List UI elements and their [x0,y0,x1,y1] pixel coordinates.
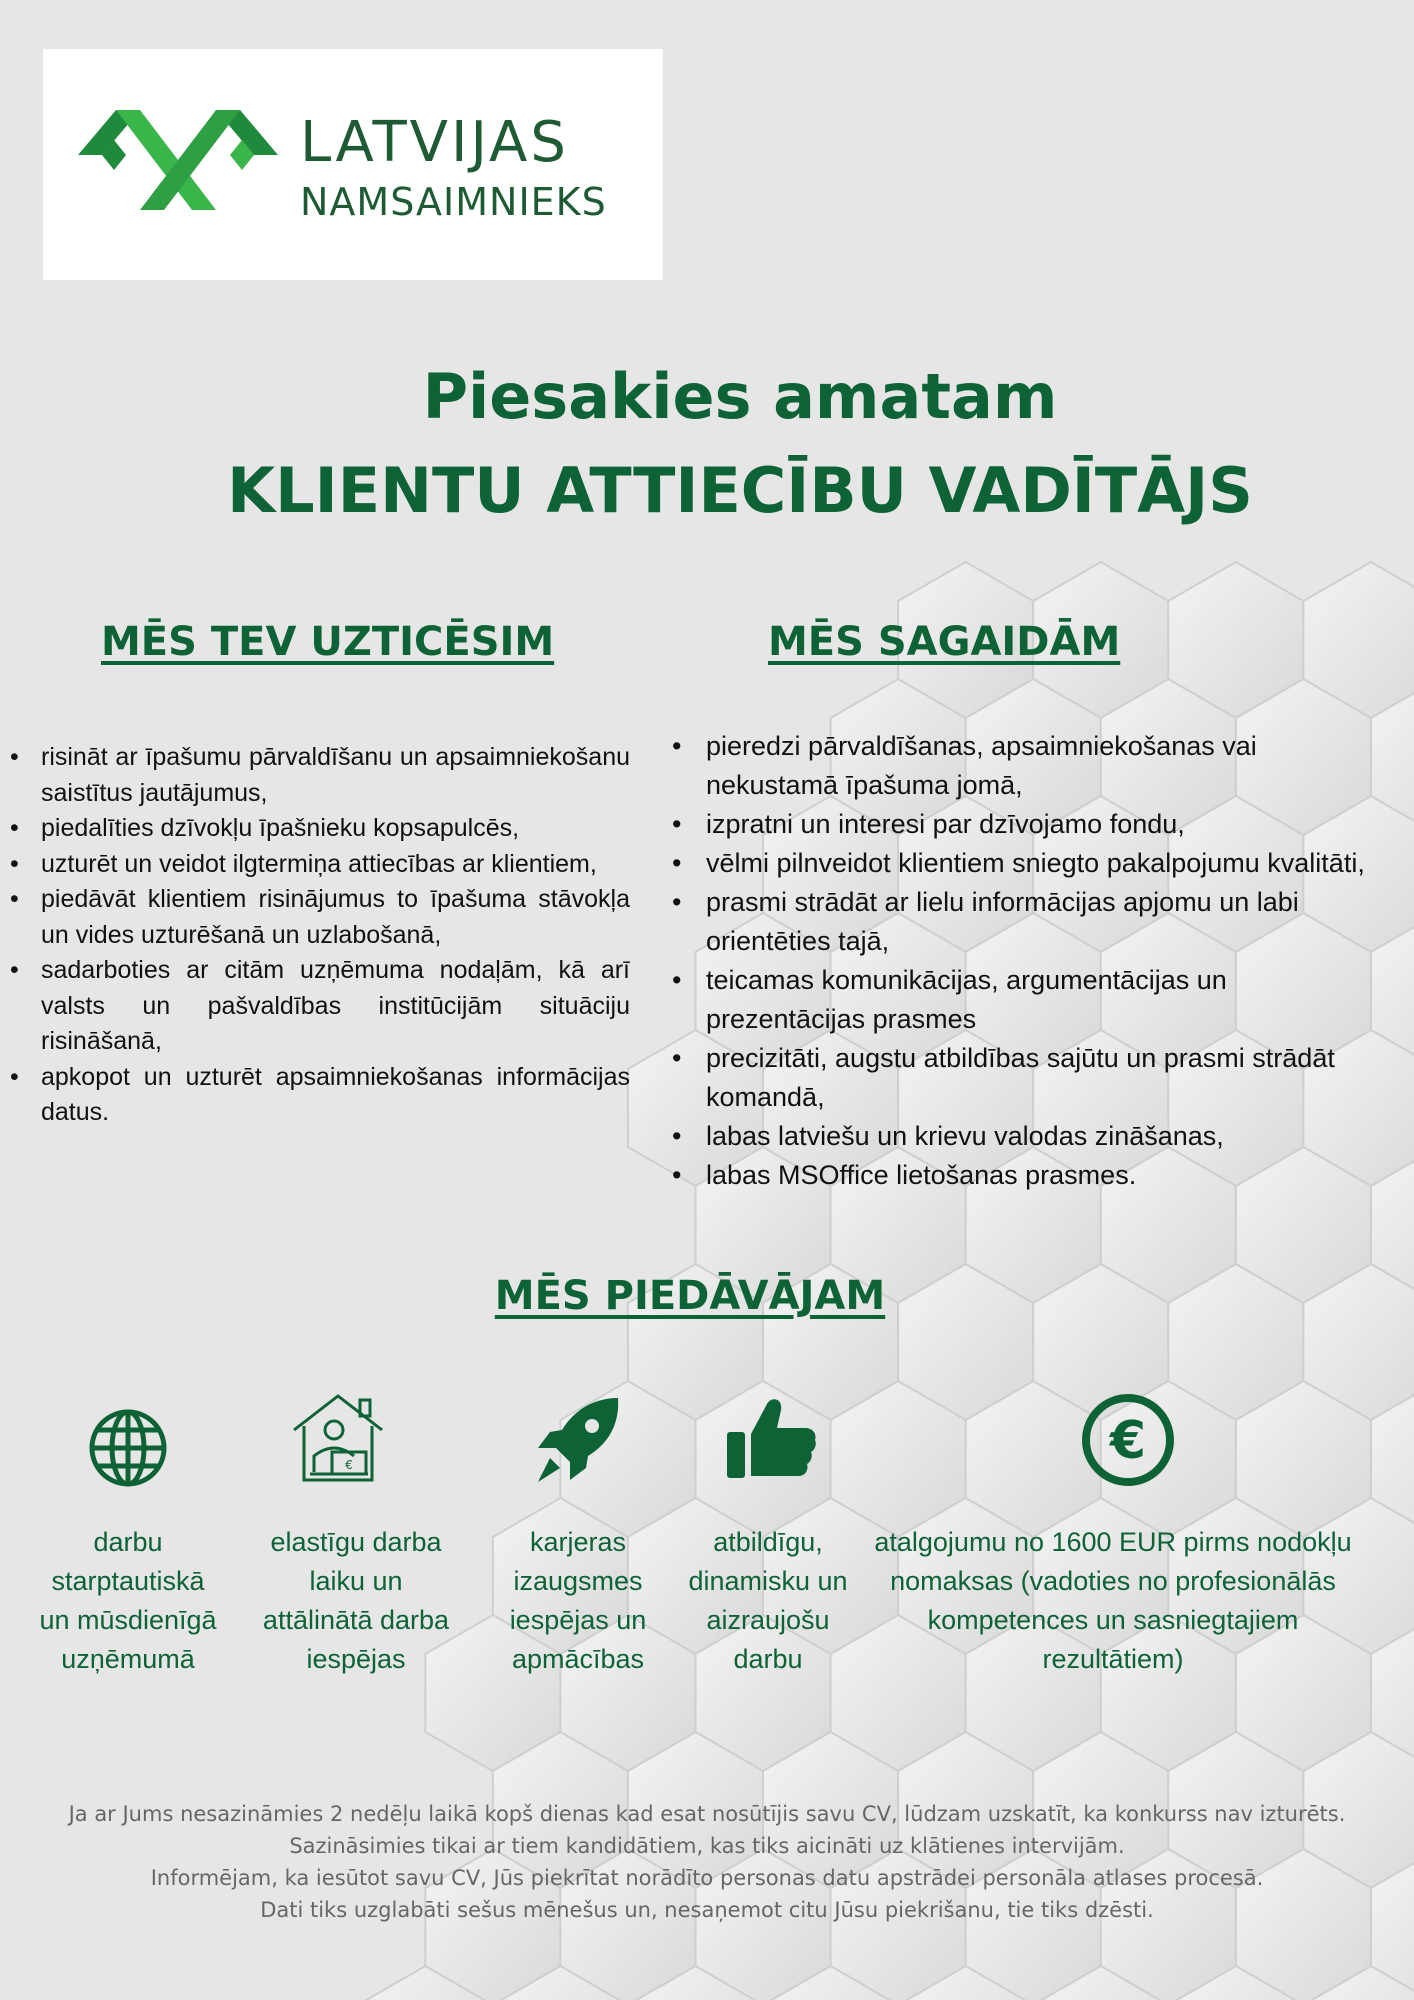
footer-line: Sazināsimies tikai ar tiem kandidātiem, kas tiks aicināti uz klātienes intervijām. [289,1834,1125,1858]
offer-line: atbildīgu, [713,1527,823,1557]
footer-line: Dati tiks uzglabāti sešus mēnešus un, nesaņemot citu Jūsu piekrišanu, tie tiks dzēsti. [260,1898,1154,1922]
footer-notice [30,1798,1384,1926]
footer-line: Informējam, ka iesūtot savu CV, Jūs piekrītat norādīto personas datu apstrādei personāla atlases procesā. [150,1866,1264,1890]
list-item: • vēlmi pilnveidot klientiem sniegto pakalpojumu kvalitāti, [672,844,1392,883]
list-item: • sadarboties ar citām uzņēmuma nodaļām, kā arī valsts un pašvaldības institūcijām situāciju risināšanā, [10,953,630,1060]
list-item: • teicamas komunikācijas, argumentācijas un prezentācijas prasmes [672,961,1392,1039]
logo-wordmark-primary: LATVIJAS [300,110,569,175]
list-item: • piedalīties dzīvokļu īpašnieku kopsapulcēs, [10,811,630,847]
offer-line: darbu [93,1527,163,1557]
offer-line: uzņēmumā [61,1644,195,1674]
offer-text-career [478,1523,678,1679]
offer-line: atalgojumu no 1600 EUR pirms nodokļu [874,1527,1352,1557]
home-office-icon [290,1390,386,1486]
list-item: • piedāvāt klientiem risinājumus to īpašuma stāvokļa un vides uzturēšanā un uzlabošanā, [10,882,630,953]
logo-mark-icon [78,100,278,220]
list-item: • precizitāti, augstu atbildības sajūtu un prasmi strādāt komandā, [672,1039,1392,1117]
offer-line: aizraujošu [706,1605,830,1635]
list-item: • uzturēt un veidot ilgtermiņa attiecības ar klientiem, [10,847,630,883]
list-item: • risināt ar īpašumu pārvaldīšanu un apsaimniekošanu saistītus jautājumus, [10,740,630,811]
offer-text-international [10,1523,246,1679]
rocket-icon [530,1392,626,1488]
svg-text:€: € [1109,1411,1147,1471]
offer-section-title [0,1273,1380,1319]
footer-line: Ja ar Jums nesazināmies 2 nedēļu laikā kopš dienas kad esat nosūtījis savu CV, lūdzam uzskatīt, ka konkurss nav izturēts. [68,1802,1346,1826]
list-item: • labas MSOffice lietošanas prasmes. [672,1156,1392,1195]
list-item: • prasmi strādāt ar lielu informācijas apjomu un labi orientēties tajā, [672,883,1392,961]
offer-line: rezultātiem) [1042,1644,1184,1674]
page-title-intro: Piesakies amatam [422,360,1058,433]
offer-line: darbu [733,1644,803,1674]
offer-line: attālinātā darba [262,1605,450,1635]
offer-line: izaugsmes [513,1566,643,1596]
offer-text-flexible [236,1523,476,1679]
offer-text-dynamic [673,1523,863,1679]
offer-text-salary [858,1523,1368,1679]
offer-line: laiku un [309,1566,403,1596]
globe-icon [80,1400,176,1496]
offer-line: apmācības [511,1644,645,1674]
trust-section-title: MĒS TEV UZTICĒSIM [101,619,555,665]
list-item: • izpratni un interesi par dzīvojamo fondu, [672,805,1392,844]
offer-section-title-text: MĒS PIEDĀVĀJAM [494,1273,886,1319]
list-item: • pieredzi pārvaldīšanas, apsaimniekošanas vai nekustamā īpašuma jomā, [672,727,1392,805]
offer-line: iespējas [306,1644,406,1674]
euro-icon [1080,1392,1176,1488]
thumbs-up-icon [723,1392,819,1488]
offer-line: kompetences un sasniegtajiem [927,1605,1299,1635]
list-item: • labas latviešu un krievu valodas zināšanas, [672,1117,1392,1156]
offer-line: un mūsdienīgā [39,1605,217,1635]
offer-line: dinamisku un [688,1566,848,1596]
logo-wordmark-secondary: NAMSAIMNIEKS [300,180,607,224]
list-item: • apkopot un uzturēt apsaimniekošanas informācijas datus. [10,1060,630,1131]
expect-section-title: MĒS SAGAIDĀM [768,619,1121,665]
offer-line: elastīgu darba [270,1527,442,1557]
offer-line: starptautiskā [51,1566,205,1596]
page-title-position: KLIENTU ATTIECĪBU VADĪTĀJS [227,454,1253,527]
svg-text:€: € [345,1458,353,1472]
offer-line: karjeras [529,1527,627,1557]
trust-list [10,740,630,1131]
offer-line: iespējas un [509,1605,647,1635]
offer-line: nomaksas (vadoties no profesionālās [890,1566,1336,1596]
expect-list [672,727,1392,1195]
